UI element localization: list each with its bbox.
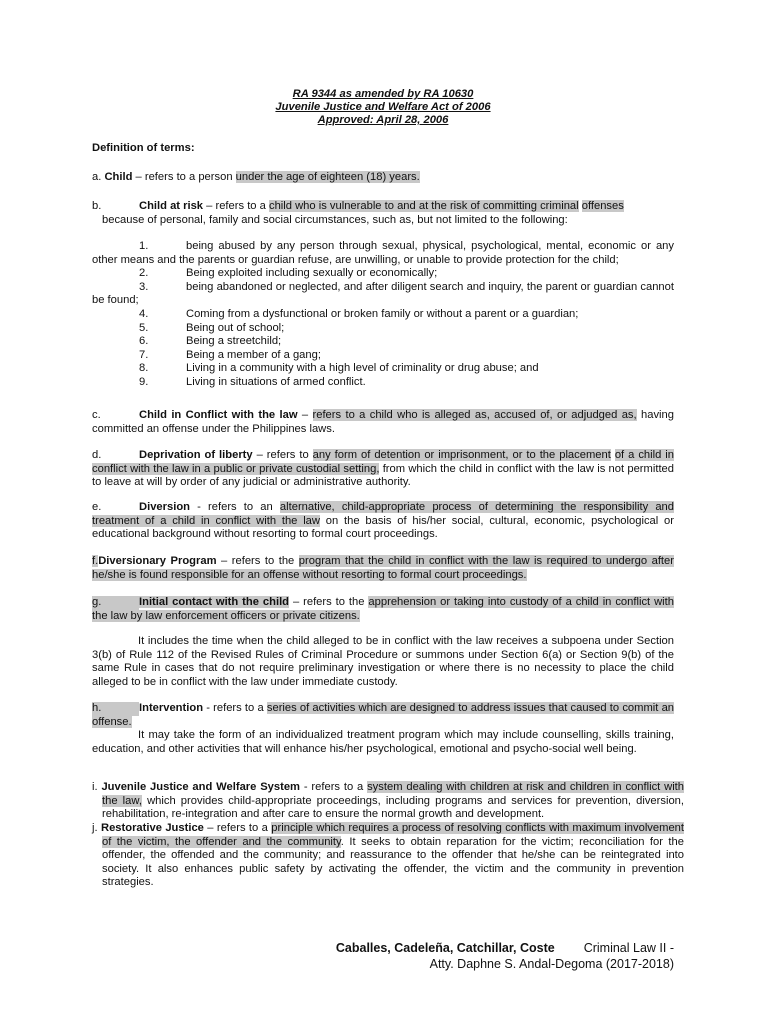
def-rest: on the basis of his/her social, cultural, economic, psychological or educational background without resorting to formal court proceedings. [92,514,674,541]
def-sep: – refers to [252,449,313,461]
section-title: Definition of terms: [92,142,195,154]
list-item-text: Being a member of a gang; [186,348,321,361]
def-sep: – refers to a [203,822,272,834]
risk-list [92,240,674,390]
def-letter: c. [92,409,101,421]
def-sep: – refers to the [289,596,369,608]
def-term: Intervention [139,702,204,714]
def-sep: – refers to the [216,555,299,567]
list-item: 9. Living in situations of armed conflict. [139,375,366,388]
footer-authors: Caballes, Cadeleña, Catchillar, Coste [335,941,555,955]
list-item: 1. being abused by any person through sexual, physical, psychological, mental, economic or any other means and the parents or guardian refuse, are unwilling, or unable to provide protection for the child; [92,240,674,266]
list-item-text: being abandoned or neglected, and after diligent search and inquiry, the parent or guardian cannot be found; [92,280,674,307]
list-item-text: Being a streetchild; [186,335,282,348]
doc-title-line1: RA 9344 as amended by RA 10630 [292,88,474,100]
def-highlight: refers to a child who is alleged as, accused of, or adjudged as, [312,409,637,421]
list-item-text: Living in situations of armed conflict. [186,375,366,388]
def-sep: - refers to a [300,781,368,793]
def-highlight: program that the child in conflict with the law is required to undergo after he/she is found responsible for an offense without resorting to formal court proceedings. [92,555,674,581]
list-item: 3. being abandoned or neglected, and after diligent search and inquiry, the parent or guardian cannot be found; [92,280,674,307]
list-item-text: Coming from a dysfunctional or broken family or without a parent or a guardian; [186,307,579,320]
def-letter: g. [92,596,139,610]
def-highlight: apprehension or taking into custody of a child in conflict with the law by law enforcement officers or private citizens. [92,596,674,622]
list-item: 5. Being out of school; [139,321,285,334]
def-rest: which provides child-appropriate proceedings, including programs and services for prevention, diversion, rehabilitation, re-integration and after care to ensure the normal growth and development. [102,794,684,821]
def-highlight-2: of a child in conflict with the law in a public or private custodial setting, [92,449,675,475]
list-item: 2. Being exploited including sexually or economically; [139,267,438,280]
def-term: Deprivation of liberty [139,449,253,461]
doc-title-line3: Approved: April 28, 2006 [317,114,449,126]
definition-juvenile-justice-system [92,781,684,822]
def-term: Juvenile Justice and Welfare System [101,781,301,793]
def-highlight: under the age of eighteen (18) years. [235,171,420,183]
def-letter: h. [92,702,139,716]
list-item-text: Living in a community with a high level of criminality or drug abuse; and [186,362,539,375]
def-term: Diversion [139,501,190,513]
list-item: 8. Living in a community with a high level of criminality or drug abuse; and [139,362,539,375]
definition-child-in-conflict [92,409,674,436]
list-item: 6. Being a streetchild; [139,335,282,348]
list-item: 7. Being a member of a gang; [139,348,321,361]
def-sep: – refers to a [203,200,269,212]
def-rest: because of personal, family and social circumstances, such as, but not limited to the following: [102,213,568,226]
footer-line1 [336,940,674,956]
def-letter: d. [92,449,102,461]
doc-title-line2: Juvenile Justice and Welfare Act of 2006 [275,101,491,113]
def-sep: – [297,409,313,421]
def-highlight: series of activities which are designed to address issues that caused to commit an offense. [92,702,675,728]
list-item-text: being abused by any person through sexual, physical, psychological, mental, economic or any other means and the parents or guardian refuse, are unwilling, or unable to provide protection for the child; [92,240,674,266]
list-item: 4. Coming from a dysfunctional or broken family or without a parent or a guardian; [139,307,579,320]
list-item-text: Being out of school; [186,321,285,334]
definition-child-at-risk [92,200,674,227]
definition-diversion [92,501,674,542]
definition-deprivation-of-liberty [92,449,674,490]
def-letter: i. [92,781,98,793]
def-term: Child [104,171,133,183]
def-letter: b. [92,200,102,212]
def-letter: f. [92,555,99,567]
def-highlight: child who is vulnerable to and at the risk of committing criminal [268,200,579,212]
def-rest: from which the child in conflict with the law is not permitted to leave at will by order of any judicial or administrative authority. [92,462,674,489]
def-sep: - refers to an [189,501,280,513]
intervention-paragraph: It may take the form of an individualized treatment program which may include counselling, skills training, education, and other activities that will enhance his/her psychological, emotional and psycho-social well being. [92,729,674,755]
def-sep: - refers to a [203,702,267,714]
def-highlight: any form of detention or imprisonment, or to the placement [312,449,611,461]
def-highlight: principle which requires a process of resolving conflicts with maximum involvement of the victim, the offender and the community [102,822,684,848]
def-letter: j. [92,822,98,834]
definition-diversionary-program [92,555,674,582]
def-rest: having committed an offense under the Philippines laws. [92,409,674,435]
def-highlight: system dealing with children at risk and children in conflict with the law, [102,781,685,807]
footer-professor: Atty. Daphne S. Andal-Degoma (2017-2018) [429,957,674,971]
def-term: Child in Conflict with the law [139,409,298,421]
def-term: Initial contact with the child [139,596,290,608]
definition-child [92,171,674,185]
footer-course: Criminal Law II - [583,941,674,955]
page-footer [336,940,674,972]
def-letter: a. [92,171,102,183]
def-highlight-2: offenses [581,200,624,212]
def-sep: – refers to a person [132,171,236,183]
def-term: Diversionary Program [98,555,217,567]
definition-intervention [92,702,674,729]
list-item-text: Being exploited including sexually or economically; [186,267,438,280]
def-highlight: alternative, child-appropriate process of determining the responsibility and treatment of a child in conflict with the law [92,501,674,527]
definition-restorative-justice [92,822,684,890]
definition-initial-contact [92,596,674,623]
def-term: Child at risk [139,200,204,212]
def-rest: . It seeks to obtain reparation for the victim; reconciliation for the offender, the offended and the community; and reassurance to the offender that he/she can be reintegrated into society. It also enhances public safety by activating the offender, the victim and the community in prevention strategies. [102,835,684,889]
initial-contact-paragraph: It includes the time when the child alleged to be in conflict with the law receives a subpoena under Section 3(b) of Rule 112 of the Revised Rules of Criminal Procedure or summons under Section 6(a) or Section 9(b) of the same Rule in cases that do not require preliminary investigation or where there is no necessity to place the child alleged to be in conflict with the law under immediate custody. [92,635,674,688]
def-letter: e. [92,501,102,513]
def-term: Restorative Justice [101,822,204,834]
